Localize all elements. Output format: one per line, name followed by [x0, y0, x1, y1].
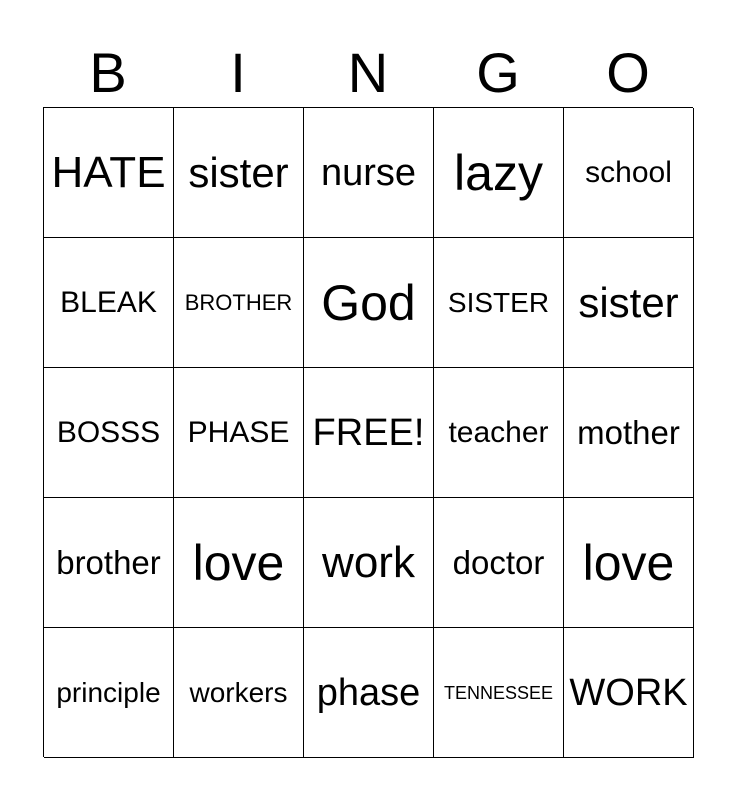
header-letter-o: O — [606, 41, 650, 104]
bingo-cell[interactable]: TENNESSEE — [434, 628, 564, 758]
bingo-cell[interactable]: PHASE — [174, 368, 304, 498]
bingo-cell[interactable]: principle — [44, 628, 174, 758]
bingo-cell[interactable]: sister — [174, 108, 304, 238]
header-letter-i: I — [230, 41, 246, 104]
bingo-cell free-space[interactable]: FREE! — [304, 368, 434, 498]
bingo-cell[interactable]: HATE — [44, 108, 174, 238]
bingo-cell[interactable]: work — [304, 498, 434, 628]
bingo-cell[interactable]: sister — [564, 238, 694, 368]
bingo-cell[interactable]: nurse — [304, 108, 434, 238]
header-letter-n: N — [347, 41, 389, 104]
bingo-cell[interactable]: SISTER — [434, 238, 564, 368]
bingo-cell[interactable]: God — [304, 238, 434, 368]
bingo-board — [43, 107, 693, 757]
bingo-cell[interactable]: school — [564, 108, 694, 238]
header-letter-g: G — [476, 41, 520, 104]
bingo-cell[interactable]: brother — [44, 498, 174, 628]
bingo-header — [43, 38, 693, 108]
bingo-cell[interactable]: mother — [564, 368, 694, 498]
bingo-cell[interactable]: BOSSS — [44, 368, 174, 498]
header-letter-b: B — [89, 41, 127, 104]
bingo-cell[interactable]: WORK — [564, 628, 694, 758]
bingo-cell[interactable]: love — [564, 498, 694, 628]
bingo-cell[interactable]: doctor — [434, 498, 564, 628]
bingo-cell[interactable]: love — [174, 498, 304, 628]
bingo-cell[interactable]: BROTHER — [174, 238, 304, 368]
bingo-cell[interactable]: phase — [304, 628, 434, 758]
bingo-cell[interactable]: teacher — [434, 368, 564, 498]
bingo-cell[interactable]: BLEAK — [44, 238, 174, 368]
bingo-cell[interactable]: lazy — [434, 108, 564, 238]
bingo-cell[interactable]: workers — [174, 628, 304, 758]
